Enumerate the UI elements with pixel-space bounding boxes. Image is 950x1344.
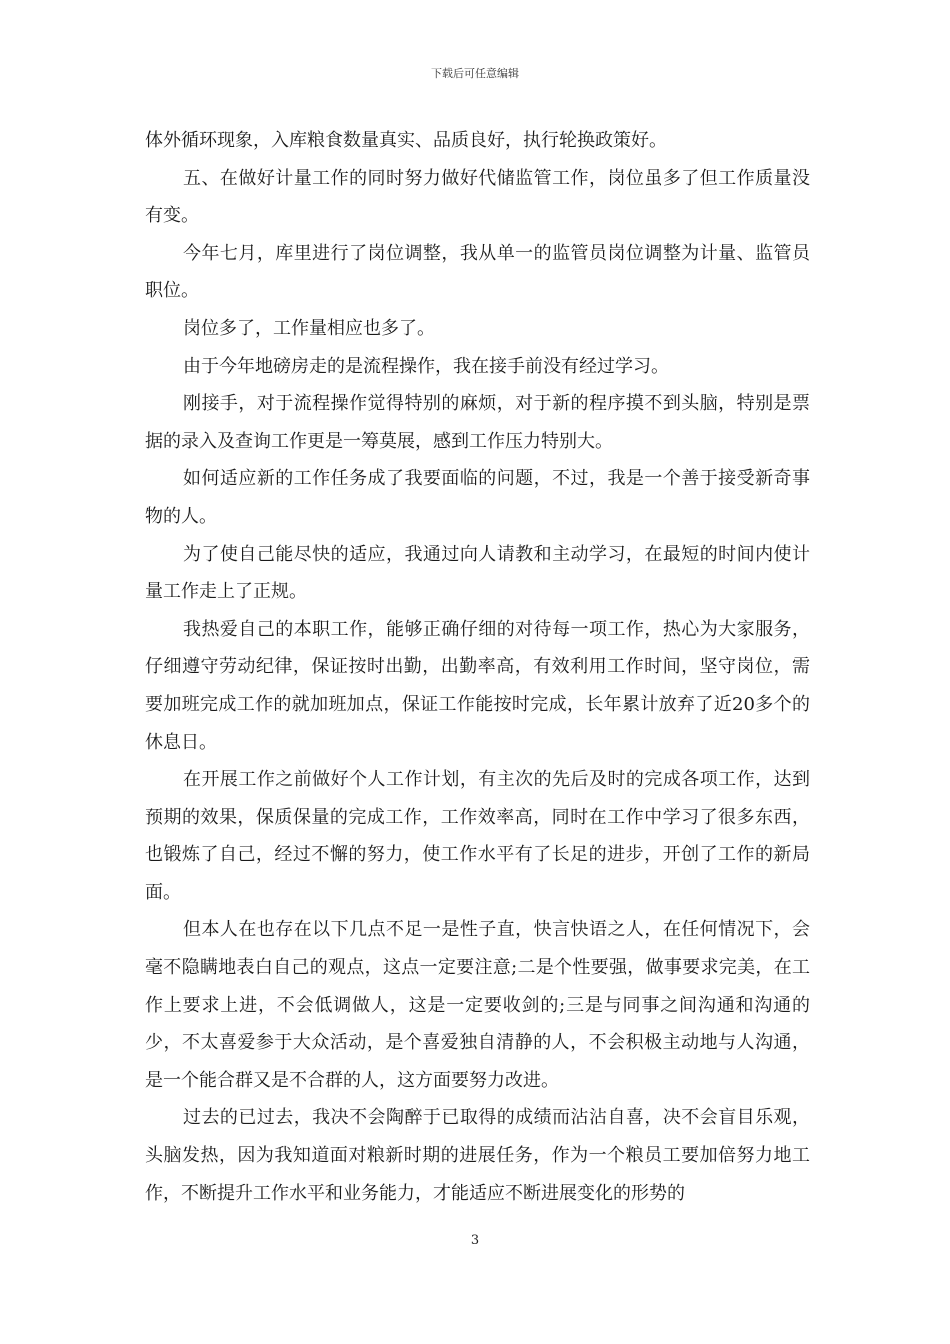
paragraph-10: 在开展工作之前做好个人工作计划，有主次的先后及时的完成各项工作，达到预期的效果，保质保量的完成工作，工作效率高，同时在工作中学习了很多东西，也锻炼了自己，经过不懈的努力，使工作水平有了长足的进步，开创了工作的新局面。 [145,769,810,903]
paragraph-6: 刚接手，对于流程操作觉得特别的麻烦，对于新的程序摸不到头脑，特别是票据的录入及查询工作更是一筹莫展，感到工作压力特别大。 [145,393,810,452]
paragraph-2: 五、在做好计量工作的同时努力做好代储监管工作，岗位虽多了但工作质量没有变。 [145,167,810,227]
paragraph-11: 但本人在也存在以下几点不足一是性子直，快言快语之人，在任何情况下，会毫不隐瞒地表白自己的观点，这点一定要注意;二是个性要强，做事要求完美，在工作上要求上进，不会低调做人，这是一定要收剑的;三是与同事之间沟通和沟通的少，不太喜爱参于大众活动，是个喜爱独自清静的人，不会积极主动地与人沟通，是一个能合群又是不合群的人，这方面要努力改进。 [145,919,810,1091]
paragraph-9: 我热爱自己的本职工作，能够正确仔细的对待每一项工作，热心为大家服务，仔细遵守劳动纪律，保证按时出勤，出勤率高，有效利用工作时间，坚守岗位，需要加班完成工作的就加班加点，保证工作能按时完成，长年累计放弃了近20多个的休息日。 [145,618,810,753]
page-number: 3 [470,1233,480,1248]
page-header: 下载后可任意编辑 [431,67,519,80]
paragraph-1: 体外循环现象，入库粮食数量真实、品质良好，执行轮换政策好。 [145,130,667,151]
paragraph-12: 过去的已过去，我决不会陶醉于已取得的成绩而沾沾自喜，决不会盲目乐观，头脑发热，因为我知道面对粮新时期的进展任务，作为一个粮员工要加倍努力地工作，不断提升工作水平和业务能力，才能适应不断进展变化的形势的 [145,1107,810,1204]
paragraph-8: 为了使自己能尽快的适应，我通过向人请教和主动学习，在最短的时间内使计量工作走上了正规。 [145,543,810,603]
paragraph-7: 如何适应新的工作任务成了我要面临的问题，不过，我是一个善于接受新奇事物的人。 [145,468,810,527]
paragraph-3: 今年七月，库里进行了岗位调整，我从单一的监管员岗位调整为计量、监管员职位。 [145,242,810,302]
paragraph-4: 岗位多了，工作量相应也多了。 [183,317,435,339]
paragraph-5: 由于今年地磅房走的是流程操作，我在接手前没有经过学习。 [183,355,669,377]
document-body [145,122,810,1212]
